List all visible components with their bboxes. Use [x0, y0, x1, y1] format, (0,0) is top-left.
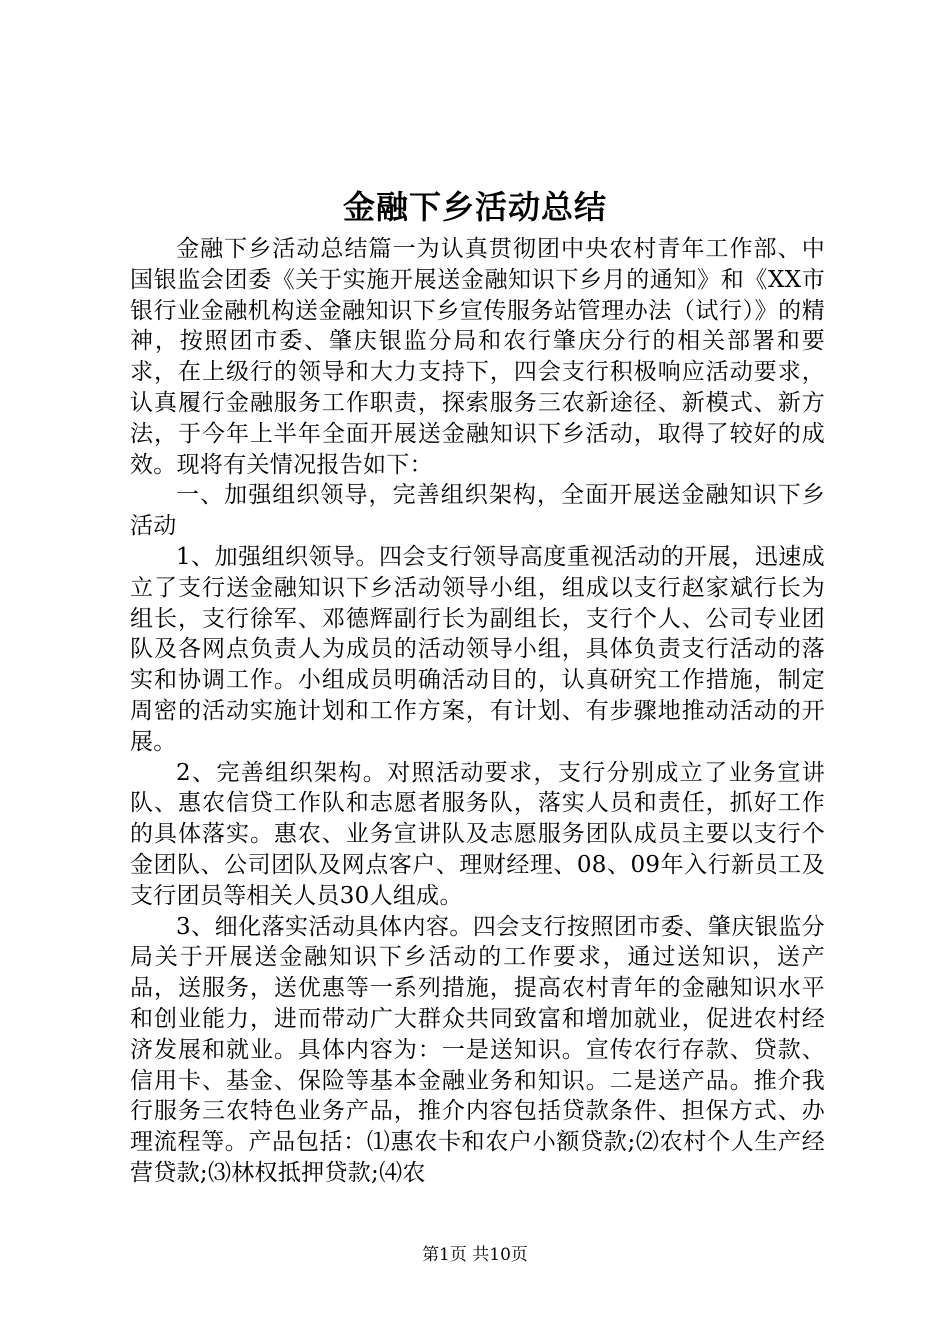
paragraph-section-heading: 一、加强组织领导，完善组织架构，全面开展送金融知识下乡活动 — [130, 482, 825, 540]
paragraph-item-1: 1、加强组织领导。四会支行领导高度重视活动的开展，迅速成立了支行送金融知识下乡活动领导小组，组成以支行赵家斌行长为组长，支行徐军、邓德辉副行长为副组长，支行个人、公司专业团队及各网点负责人为成员的活动领导小组，具体负责支行活动的落实和协调工作。小组成员明确活动目的，认真研究工作措施，制定周密的活动实施计划和工作方案，有计划、有步骤地推动活动的开展。 — [130, 543, 825, 755]
document-title: 金融下乡活动总结 — [342, 188, 607, 226]
paragraph-intro: 金融下乡活动总结篇一为认真贯彻团中央农村青年工作部、中国银监会团委《关于实施开展送金融知识下乡月的通知》和《XX市银行业金融机构送金融知识下乡宣传服务站管理办法（试行）》的精神，按照团市委、肇庆银监分局和农行肇庆分行的相关部署和要求，在上级行的领导和大力支持下，四会支行积极响应活动要求，认真履行金融服务工作职责，探索服务三农新途径、新模式、新方法，于今年上半年全面开展送金融知识下乡活动，取得了较好的成效。现将有关情况报告如下： — [130, 236, 825, 478]
paragraph-item-3: 3、细化落实活动具体内容。四会支行按照团市委、肇庆银监分局关于开展送金融知识下乡活动的工作要求，通过送知识，送产品，送服务，送优惠等一系列措施，提高农村青年的金融知识水平和创业能力，进而带动广大群众共同致富和增加就业，促进农村经济发展和就业。具体内容为：一是送知识。宣传农行存款、贷款、信用卡、基金、保险等基本金融业务和知识。二是送产品。推介我行服务三农特色业务产品，推介内容包括贷款条件、担保方式、办理流程等。产品包括：⑴惠农卡和农户小额贷款;⑵农村个人生产经营贷款;⑶林权抵押贷款;⑷农 — [130, 913, 825, 1186]
document-body — [130, 234, 825, 1189]
paragraph-item-2: 2、完善组织架构。对照活动要求，支行分别成立了业务宣讲队、惠农信贷工作队和志愿者服务队，落实人员和责任，抓好工作的具体落实。惠农、业务宣讲队及志愿服务团队成员主要以支行个金团队、公司团队及网点客户、理财经理、08、09年入行新员工及支行团员等相关人员30人组成。 — [130, 759, 825, 909]
page-number-footer: 第1页 共10页 — [422, 1245, 528, 1265]
